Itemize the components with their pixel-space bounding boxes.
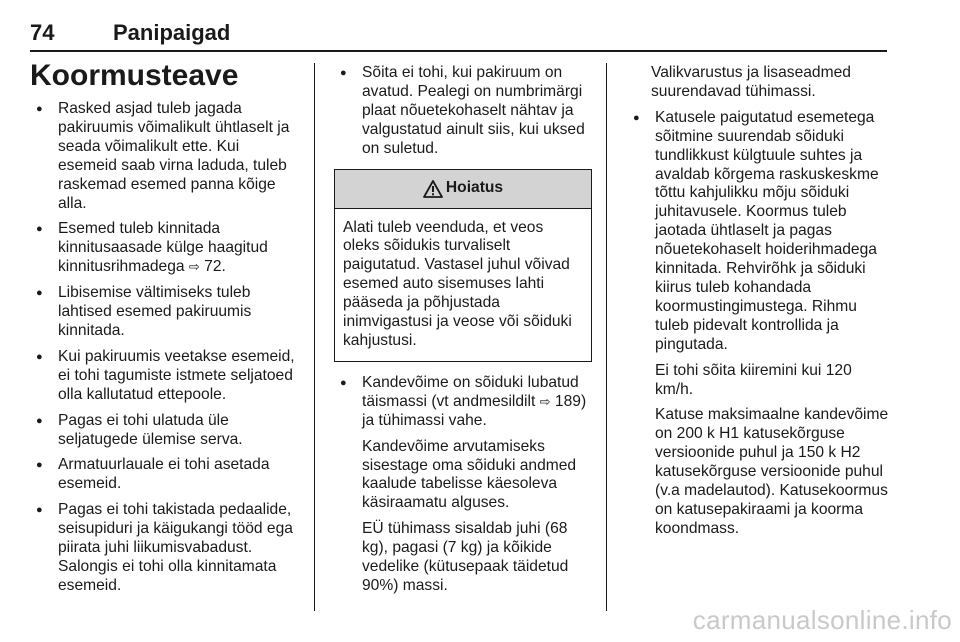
- page-ref-link[interactable]: 189: [554, 392, 581, 410]
- page-heading: Koormusteave: [30, 59, 239, 92]
- footer-watermark: carmanualsonline.info: [692, 605, 952, 635]
- warning-title: Hoiatus: [445, 179, 504, 197]
- warning-body: Alati tuleb veenduda, et veos oleks sõidukis turvaliselt paigutatud. Vastasel juhul võivad esemed auto sisemuses lahti pääseda ja põhjustada inimvigastusi ja veose või sõiduki kahjustusi.: [343, 218, 572, 349]
- column-divider-1: [314, 63, 315, 611]
- paragraph: Valikvarustus ja lisaseadmed suurendavad tühimassi.: [651, 64, 851, 100]
- list-item: ● Rasked asjad tuleb jagada pakiruumis võimalikult ühtlaselt ja seada võimalikult ette. Kui esemeid saab virna laduda, tuleb raskemad esemed panna kõige alla.: [30, 100, 302, 213]
- warning-triangle-icon: [423, 180, 443, 198]
- paragraph: EÜ tühimass sisaldab juhi (68 kg), pagasi (7 kg) ja kõikide vedelike (kütusepaak täidetud 90%) massi.: [362, 520, 569, 594]
- list-item: ● Kui pakiruumis veetakse esemeid, ei tohi tagumiste istmete seljatoed olla kallutatud ettepoole.: [30, 348, 302, 405]
- list-item: ● Pagas ei tohi takistada pedaalide, seisupiduri ja käigukangi tööd ega piirata juhi liikumisvabadust. Salongis ei tohi olla kinnitamata esemeid.: [30, 501, 302, 596]
- page-ref-link[interactable]: 72: [204, 258, 222, 276]
- warning-box: [334, 169, 592, 362]
- page-ref-icon: ⇨: [188, 259, 200, 275]
- paragraph: Kandevõime arvutamiseks sisestage oma sõiduki andmed kaalude tabelisse käesoleva käsiraamatu alguses.: [362, 437, 577, 512]
- list-item: ● Katusele paigutatud esemetega sõitmine suurendab sõiduki tundlikkust külgtuule suhtes ja avaldab kõrgema raskuskeskme tõttu kahjulikku mõju sõiduki juhitavusele. Koormus tuleb jaotada ühtlaselt ja pagas nõuetekohaselt hoiderihmadega kinnitada. Rehvirõhk ja sõiduki kiirus tuleb kohandada koormustingimustega. Rihmu tuleb pidevalt kontrollida ja pingutada. Ei tohi sõita kiiremini kui 120 km/h. Katuse maksimaalne kandevõime on 200 k H1 katusekõrguse versioonide puhul ja 150 k H2 katusekõrguse versioonide puhul (v.a madelautod). Katusekoormus on katusepakiraami ja koorma koondmass.: [627, 109, 889, 539]
- column-3: [627, 64, 889, 546]
- column-1: [30, 100, 302, 603]
- column-divider-2: [606, 63, 607, 611]
- page-ref-icon: ⇨: [539, 393, 551, 409]
- warning-header: [335, 170, 591, 209]
- header-rule: [30, 50, 887, 52]
- list-item: ● Esemed tuleb kinnitada kinnitusaasade külge haagitud kinnitusrihmadega ⇨ 72.: [30, 220, 302, 277]
- section-title: Panipaigad: [113, 20, 231, 45]
- list-item: ● Libisemise vältimiseks tuleb lahtised esemed pakiruumis kinnitada.: [30, 284, 302, 341]
- list-item: ● Armatuurlauale ei tohi asetada esemeid.: [30, 456, 302, 494]
- column-2: [334, 64, 592, 603]
- page-number: 74: [30, 20, 55, 45]
- list-item: ● Kandevõime on sõiduki lubatud täismassi (vt andmesildilt ⇨ 189) ja tühimassi vahe. Kandevõime arvutamiseks sisestage oma sõiduki andmed kaalude tabelisse käesoleva käsiraamatu alguses. EÜ tühimass sisaldab juhi (68 kg), pagasi (7 kg) ja kõikide vedelike (kütusepaak täidetud 90%) massi.: [334, 374, 592, 596]
- list-item: ● Pagas ei tohi ulatuda üle seljatugede ülemise serva.: [30, 412, 302, 450]
- list-item: ● Sõita ei tohi, kui pakiruum on avatud. Pealegi on numbrimärgi plaat nõuetekohaselt nähtav ja valgustatud ainult siis, kui uksed on suletud.: [334, 64, 592, 159]
- paragraph: Ei tohi sõita kiiremini kui 120 km/h.: [655, 361, 852, 398]
- paragraph: Katuse maksimaalne kandevõime on 200 k H1 katusekõrguse versioonide puhul ja 150 k H2 katusekõrguse versioonide puhul (v.a madelautod). Katusekoormus on katusepakiraami ja koorma koondmass.: [655, 406, 889, 537]
